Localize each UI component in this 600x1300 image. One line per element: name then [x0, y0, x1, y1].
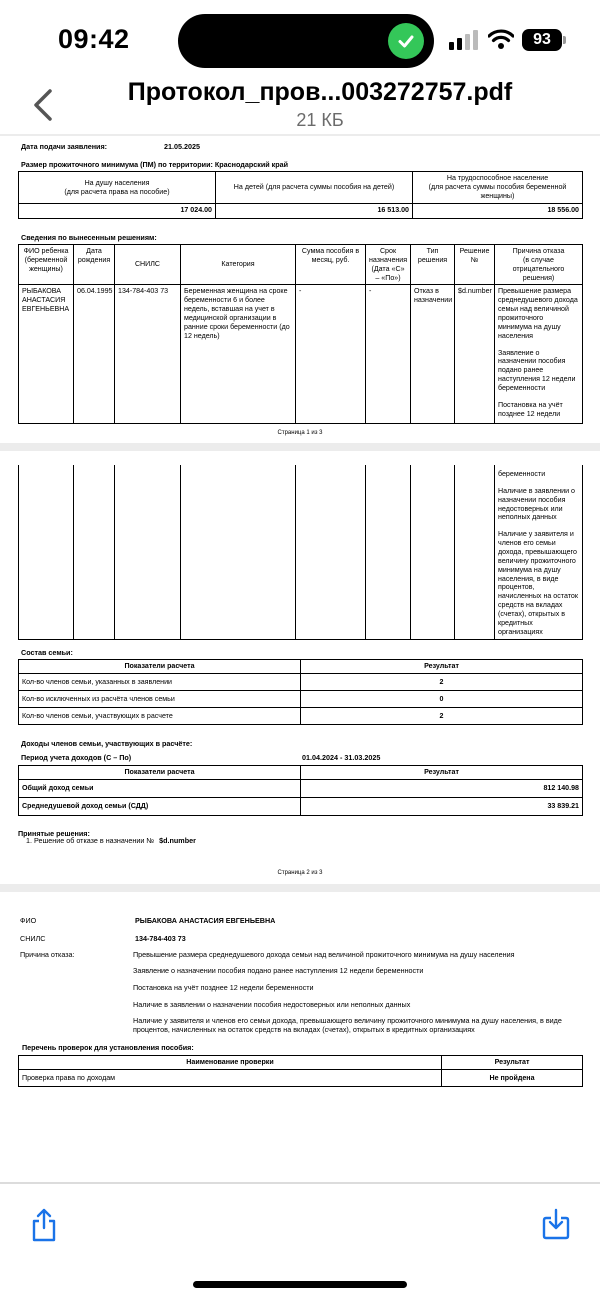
cont-cell [181, 465, 296, 639]
income-title: Доходы членов семьи, участвующих в расчёте: [21, 739, 193, 748]
pm-value-working: 18 556.00 [413, 204, 583, 219]
dec-header-number: Решение № [455, 245, 495, 285]
check-icon [388, 23, 424, 59]
dec-header-type: Тип решения [411, 245, 455, 285]
pm-title: Размер прожиточного минимума (ПМ) по территории: Краснодарский край [21, 160, 289, 169]
snils-label: СНИЛС [20, 934, 46, 943]
pdf-page-3[interactable] [4, 892, 596, 1182]
decisions-table-continued [18, 465, 583, 640]
checks-header-name: Наименование проверки [19, 1056, 442, 1070]
income-row-label: Общий доход семьи [19, 779, 301, 797]
snils-value: 134-784-403 73 [135, 934, 186, 943]
family-row-value: 2 [301, 708, 583, 725]
dec-cell-fio: РЫБАКОВА АНАСТАСИЯ ЕВГЕНЬЕВНА [19, 285, 74, 424]
reason-label: Причина отказа: [20, 950, 75, 959]
reason-text: Наличие в заявлении о назначении пособия недостоверных или неполных данных [498, 486, 575, 522]
reason-text: Превышение размера среднедушевого дохода семьи над величиной прожиточного минимума на душу населения [498, 287, 578, 340]
pm-value-children: 16 513.00 [216, 204, 413, 219]
cont-cell [411, 465, 455, 639]
wifi-icon [488, 28, 514, 50]
page-number: Страница 1 из 3 [277, 430, 323, 436]
pm-header-children: На детей (для расчета суммы пособия на детей) [216, 172, 413, 204]
share-icon[interactable] [30, 1208, 58, 1242]
family-header-result: Результат [301, 660, 583, 674]
page-separator [0, 884, 600, 892]
family-row-label: Кол-во членов семьи, указанных в заявлении [19, 674, 301, 691]
pdf-page-2[interactable] [4, 451, 596, 884]
dec-cell-birth: 06.04.1995 [74, 285, 115, 424]
page-separator [0, 443, 600, 451]
battery-tip [563, 36, 566, 44]
reason-text: Превышение размера среднедушевого дохода семьи над величиной прожиточного минимума на душу населения [133, 950, 515, 959]
cont-cell [296, 465, 366, 639]
decisions-label: Принятые решения: [18, 829, 90, 838]
family-row-value: 2 [301, 674, 583, 691]
cont-cell [115, 465, 181, 639]
checks-title: Перечень проверок для установления пособия: [22, 1043, 194, 1052]
reason-text: беременности [498, 470, 546, 478]
dec-header-amount: Сумма пособия в месяц, руб. [296, 245, 366, 285]
income-row-label: Среднедушевой доход семьи (СДД) [19, 797, 301, 815]
family-row-value: 0 [301, 691, 583, 708]
cont-cell [19, 465, 74, 639]
reason-text: Постановка на учёт позднее 12 недели беременности [133, 983, 314, 992]
period-label: Период учета доходов (С – По) [21, 753, 132, 762]
income-header-result: Результат [301, 766, 583, 780]
document-title: Протокол_пров...003272757.pdf [127, 78, 513, 106]
family-title: Состав семьи: [21, 648, 73, 657]
dec-cell-category: Беременная женщина на сроке беременности 6 и более недель, вставшая на учет в медицинской организации в ранние сроки беременности (до 12 недель) [181, 285, 296, 424]
family-row-label: Кол-во исключенных из расчёта членов семьи [19, 691, 301, 708]
dec-cell-snils: 134-784-403 73 [115, 285, 181, 424]
checks-row-value: Не пройдена [442, 1070, 583, 1087]
battery-level: 93 [522, 29, 562, 51]
reason-text: Наличие у заявителя и членов его семьи дохода, превышающего величину прожиточного минимума на душу населения, в виде процентов, начисленных на остаток средств на вкладах (счетах), открытых в кредитных организациях [133, 1016, 562, 1034]
dec-header-term: Срок назначения (Дата «С» – «По») [366, 245, 411, 285]
reason-text: Наличие у заявителя и членов его семьи дохода, превышающего величину прожиточного минимума на душу населения, в виде процентов, начисленных на остаток средств на вкладах (счетах), открытых в кредитных организациях [498, 530, 578, 636]
document-size: 21 КБ [296, 110, 344, 130]
period-value: 01.04.2024 - 31.03.2025 [302, 753, 381, 762]
checks-table [18, 1055, 583, 1087]
decisions-table [18, 244, 583, 424]
income-row-value: 33 839.21 [301, 797, 583, 815]
dec-cell-reason-continued [495, 465, 583, 639]
checks-row-label: Проверка права по доходам [19, 1070, 442, 1087]
dec-cell-amount: - [296, 285, 366, 424]
cont-cell [455, 465, 495, 639]
decision-number: $d.number [159, 836, 196, 845]
pm-value-per-capita: 17 024.00 [19, 204, 216, 219]
income-table [18, 765, 583, 816]
status-time: 09:42 [58, 24, 130, 54]
dec-cell-term: - [366, 285, 411, 424]
application-date-label: Дата подачи заявления: [21, 142, 108, 151]
fio-value: РЫБАКОВА АНАСТАСИЯ ЕВГЕНЬЕВНА [135, 916, 276, 925]
income-header-indicator: Показатели расчета [19, 766, 301, 780]
cont-cell [366, 465, 411, 639]
dec-cell-number: $d.number [455, 285, 495, 424]
dec-header-category: Категория [181, 245, 296, 285]
dec-header-snils: СНИЛС [115, 245, 181, 285]
reason-text: Наличие в заявлении о назначении пособия недостоверных или неполных данных [133, 1000, 411, 1009]
fio-label: ФИО [20, 916, 37, 925]
family-table [18, 659, 583, 725]
reason-text: Заявление о назначении пособия подано ранее наступления 12 недели беременности [498, 348, 576, 393]
decision-item-text: 1. Решение об отказе в назначении № [26, 836, 155, 845]
reason-text: Постановка на учёт позднее 12 недели [498, 400, 563, 418]
dec-header-birth: Дата рождения [74, 245, 115, 285]
cellular-signal-icon [449, 30, 479, 50]
decision-item [26, 836, 196, 845]
dec-cell-type: Отказ в назначении [411, 285, 455, 424]
home-indicator [193, 1281, 407, 1288]
family-header-indicator: Показатели расчета [19, 660, 301, 674]
dec-cell-reason [495, 285, 583, 424]
checks-header-result: Результат [442, 1056, 583, 1070]
income-row-value: 812 140.98 [301, 779, 583, 797]
pdf-page-1[interactable] [4, 136, 596, 443]
page-separator [0, 1182, 600, 1184]
decisions-title: Сведения по вынесенным решениям: [21, 233, 157, 242]
pm-header-per-capita: На душу населения (для расчета права на пособие) [19, 172, 216, 204]
page-number: Страница 2 из 3 [277, 870, 323, 876]
dec-header-fio: ФИО ребенка (беременной женщины) [19, 245, 74, 285]
cont-cell [74, 465, 115, 639]
family-row-label: Кол-во членов семьи, участвующих в расчете [19, 708, 301, 725]
application-date-value: 21.05.2025 [164, 142, 200, 151]
pm-header-working: На трудоспособное население (для расчета суммы пособия беременной женщины) [413, 172, 583, 204]
pm-table [18, 171, 583, 219]
dec-header-reason: Причина отказа (в случае отрицательного решения) [495, 245, 583, 285]
download-icon[interactable] [541, 1208, 571, 1240]
reason-text: Заявление о назначении пособия подано ранее наступления 12 недели беременности [133, 966, 424, 975]
